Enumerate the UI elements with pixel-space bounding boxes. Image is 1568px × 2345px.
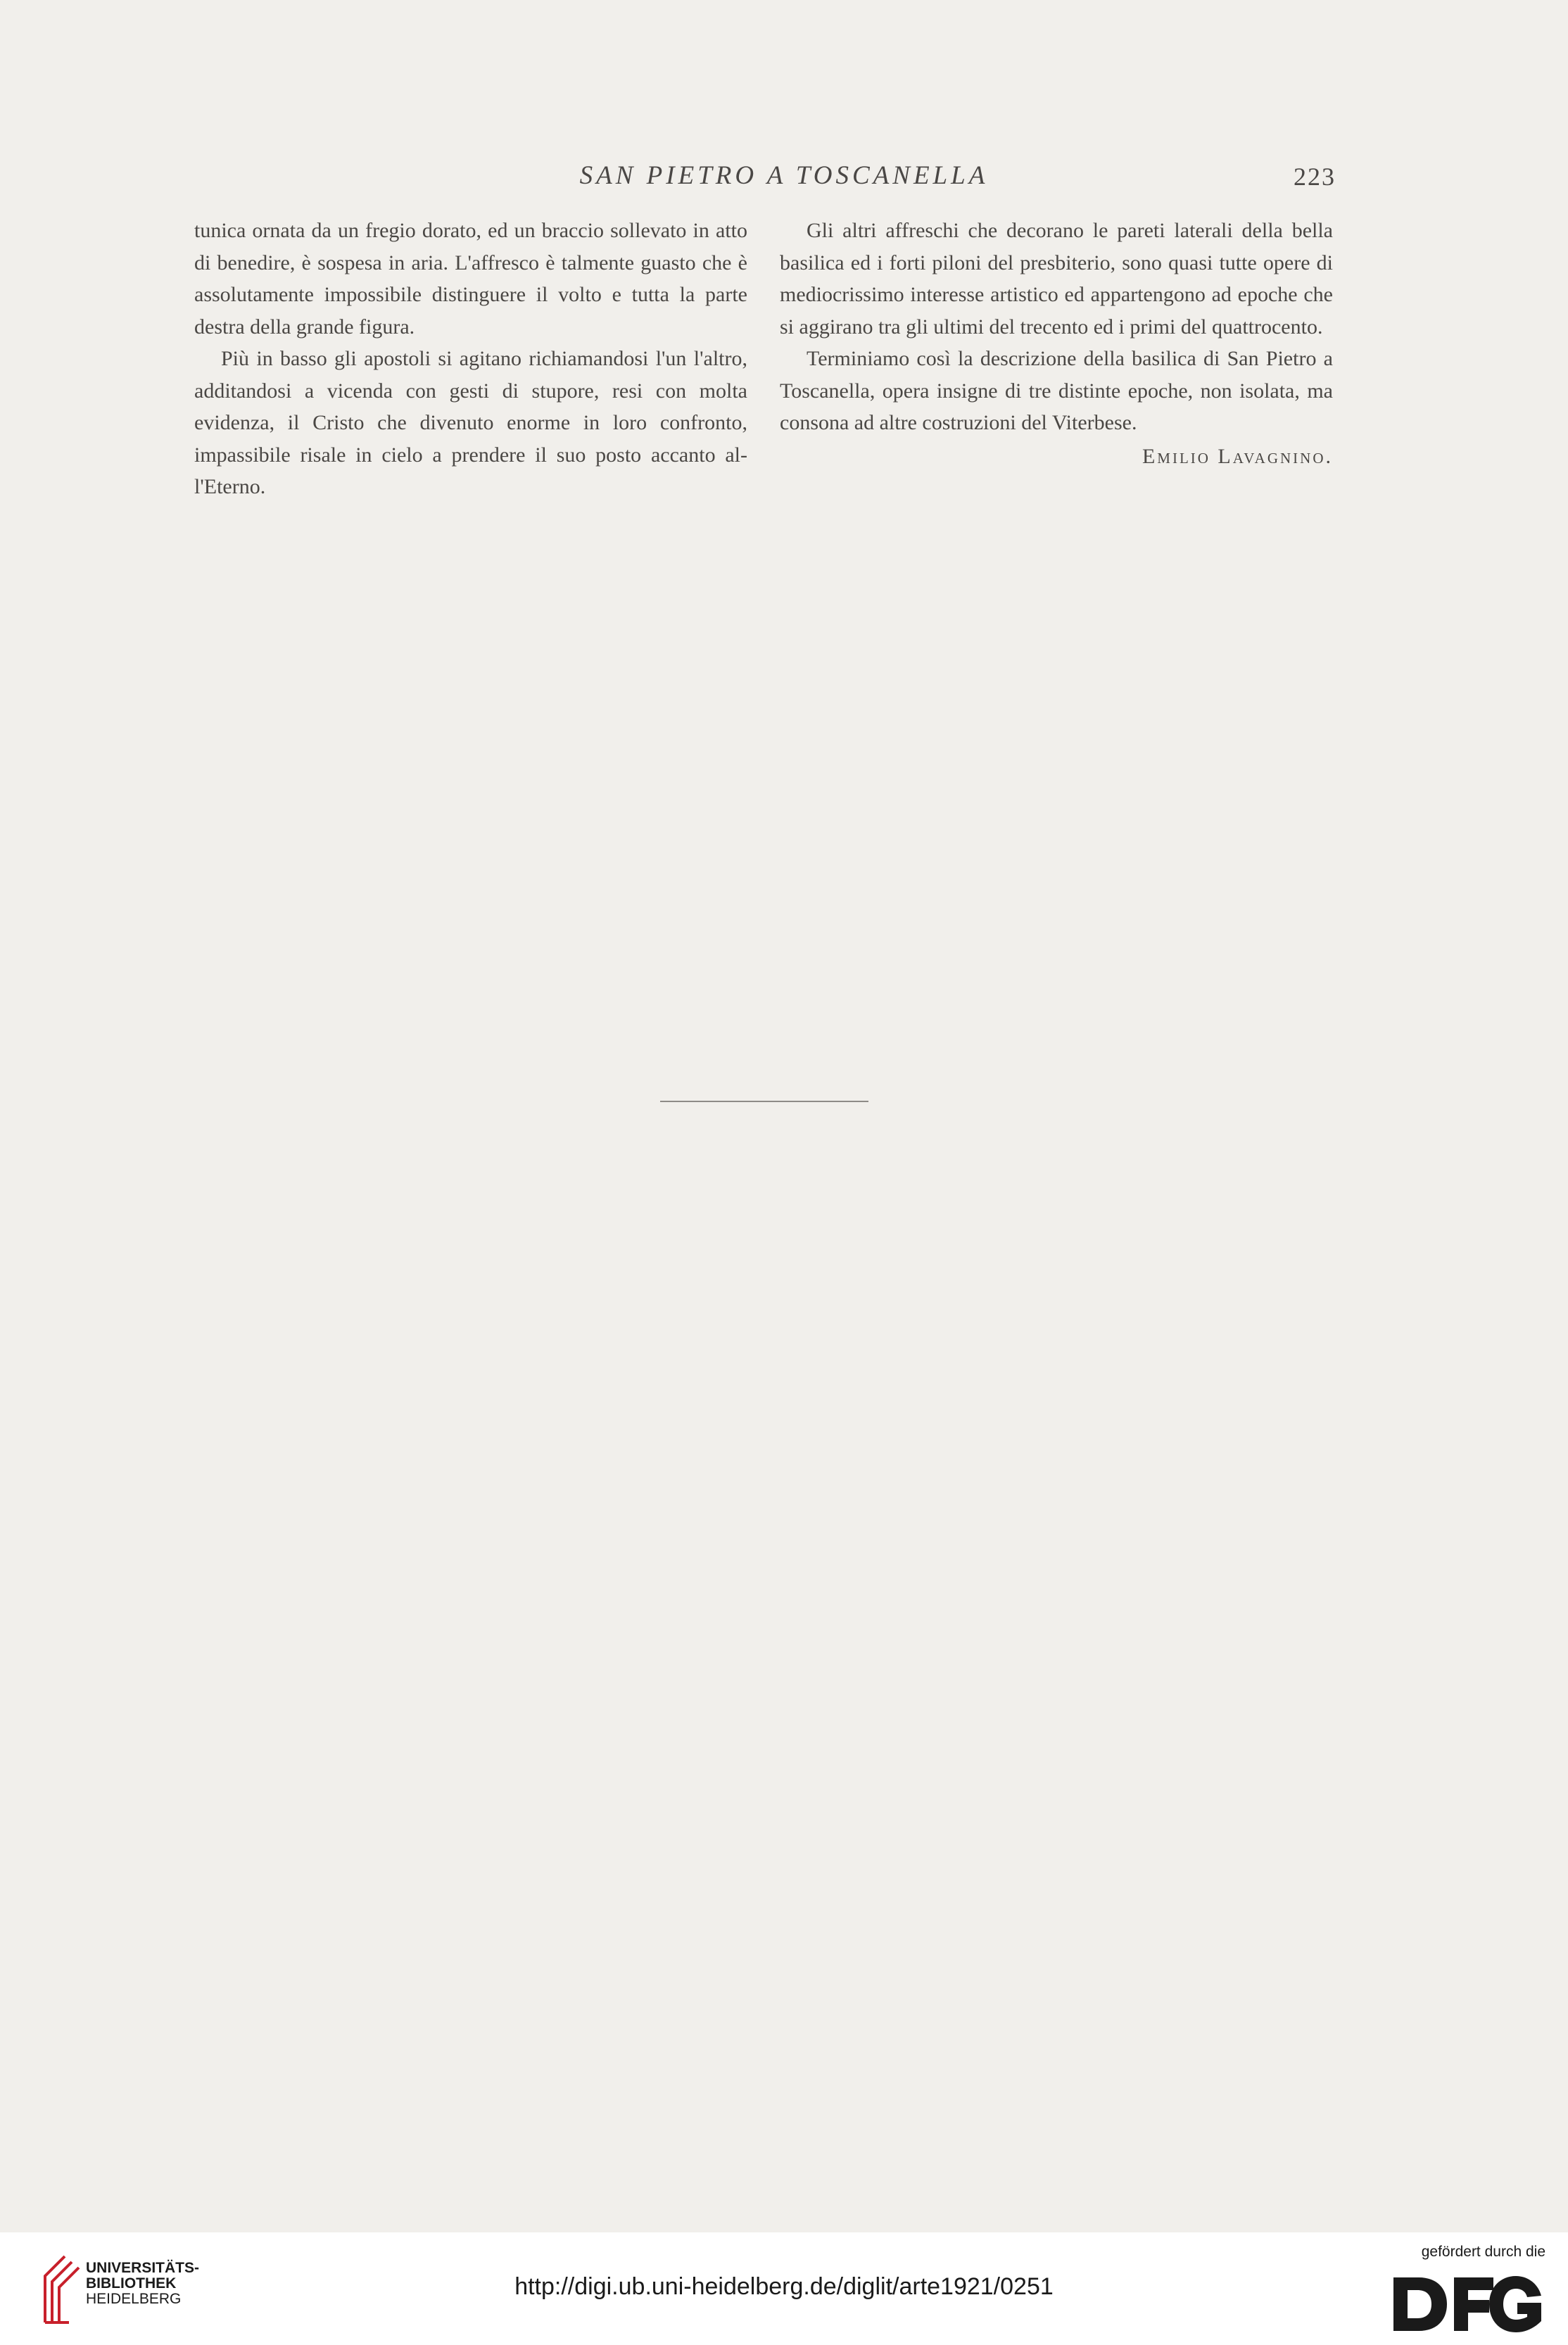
section-divider: [660, 1101, 868, 1102]
page-number: 223: [1294, 163, 1336, 191]
right-column: [780, 215, 1333, 472]
digitization-footer: [0, 2232, 1568, 2345]
permalink-url[interactable]: http://digi.ub.uni-heidelberg.de/diglit/arte1921/0251: [514, 2273, 1054, 2300]
funding-caption: gefördert durch die: [1421, 2244, 1545, 2260]
paragraph: tunica ornata da un fregio dorato, ed un braccio sollevato in atto di benedire, è sospesa in aria. L'affresco è talmente guasto che è assolutamente impossibile distinguere il volto e tutta la parte destra della grande figura.: [194, 219, 747, 339]
author-signature: Emilio Lavagnino.: [1142, 444, 1333, 468]
dfg-logo-icon[interactable]: [1391, 2275, 1544, 2334]
library-name-line: BIBLIOTHEK: [86, 2275, 177, 2292]
library-name-line: UNIVERSITÄTS-: [86, 2260, 200, 2276]
library-name-line: HEIDELBERG: [86, 2291, 182, 2307]
paragraph: Gli altri affreschi che decorano le pareti laterali della bella basilica ed i forti piloni del presbiterio, sono quasi tutte opere di mediocrissimo interesse artistico ed appartengono ad epoche che si aggirano tra gli ultimi del trecento ed i primi del quattrocento.: [780, 219, 1333, 339]
running-head: [0, 156, 1568, 198]
paragraph: Terminiamo così la descrizione della basilica di San Pietro a Toscanella, opera insigne di tre distinte epoche, non isolata, ma consona ad altre costruzioni del Viterbese.: [780, 347, 1333, 434]
left-column: [194, 215, 747, 503]
paragraph: Più in basso gli apostoli si agitano richiamandosi l'un l'altro, additandosi a vicenda con gesti di stupore, resi con molta evidenza, il Cristo che divenuto enorme in loro confronto, impassibile risale in cielo a prendere il suo posto accanto al-l'Eterno.: [194, 347, 747, 498]
running-title: SAN PIETRO A TOSCANELLA: [579, 161, 989, 190]
